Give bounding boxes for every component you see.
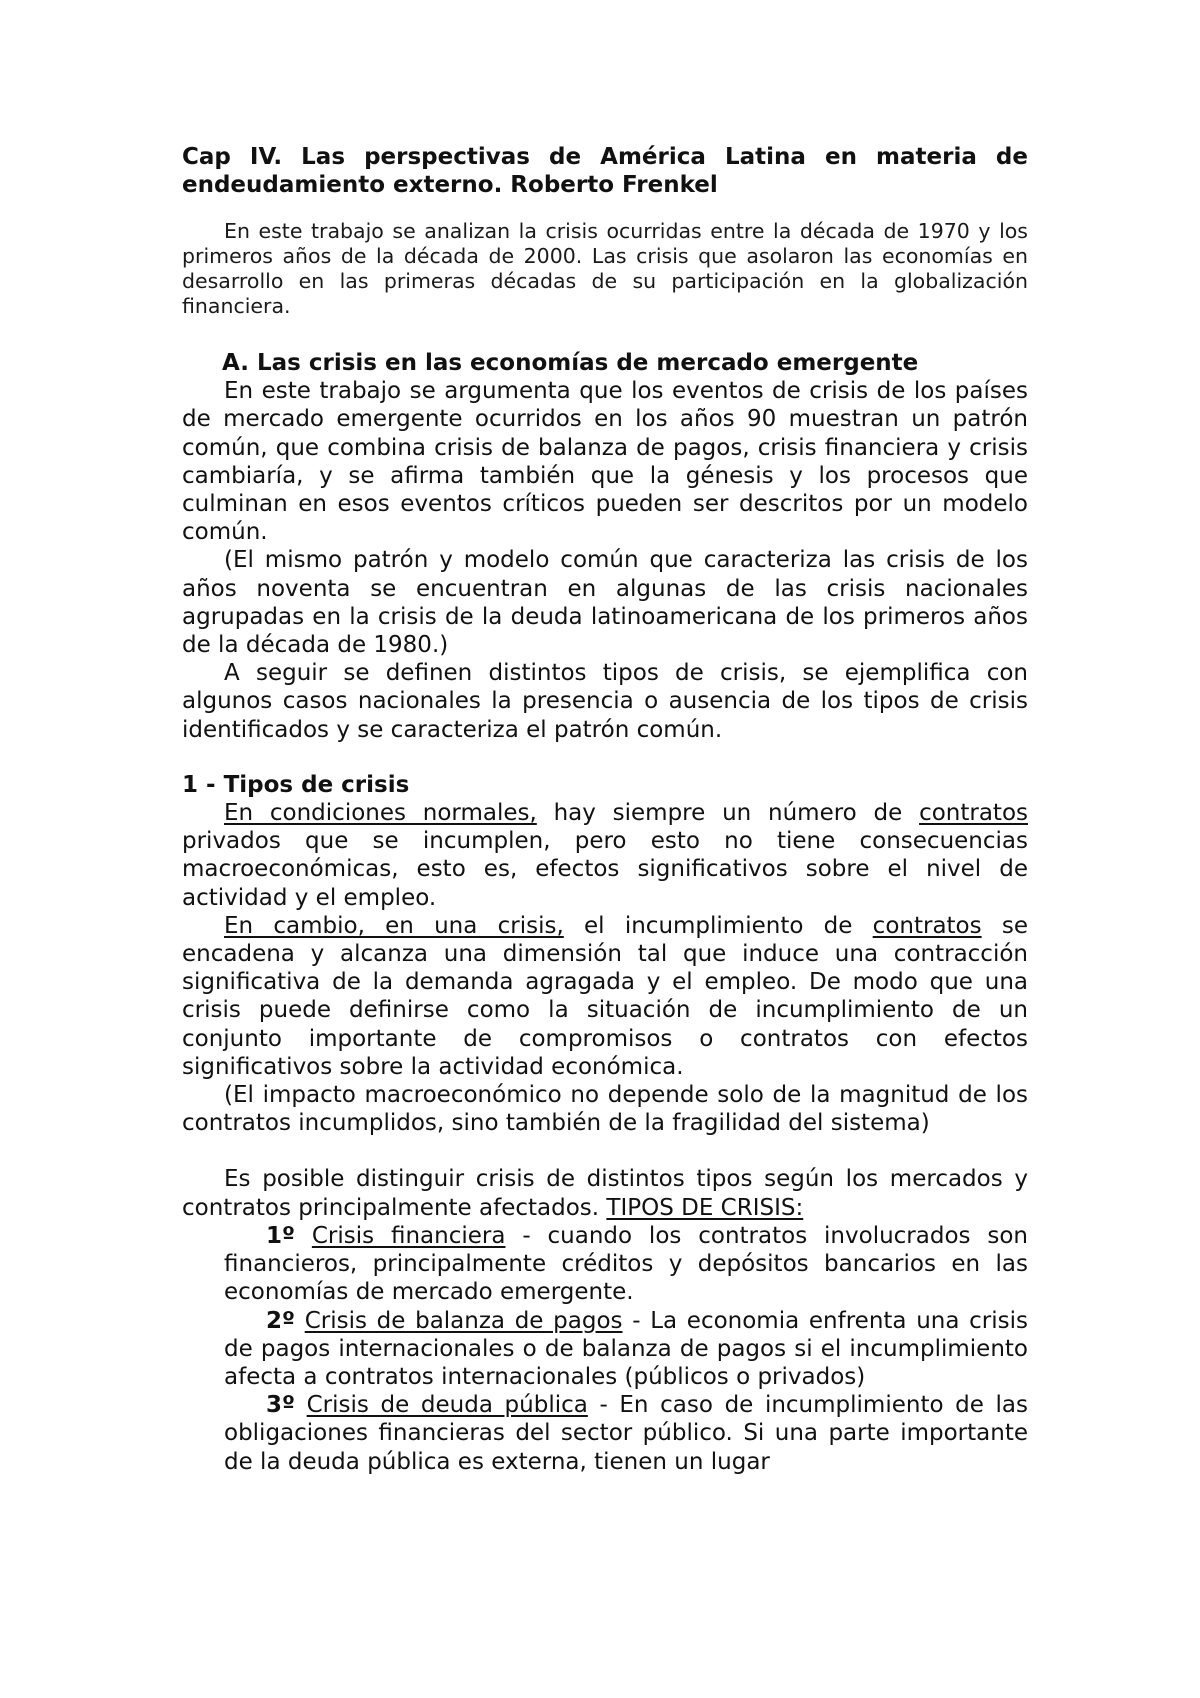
crisis-type-name: Crisis financiera	[311, 1222, 506, 1249]
paragraph-text: el incumplimiento de	[563, 912, 873, 939]
crisis-type-item	[224, 1391, 1028, 1476]
crisis-type-description: - La economia enfrenta una crisis de pagos internacionales o de balanza de pagos si el incumplimiento afecta a contratos internacionales (públicos o privados)	[224, 1307, 1028, 1390]
underlined-phrase: contratos	[872, 912, 982, 939]
underlined-phrase: contratos	[919, 800, 1028, 827]
section-a-heading: A. Las crisis en las economías de mercado emergente	[222, 350, 919, 376]
crisis-type-description: - cuando los contratos involucrados son financieros, principalmente créditos y depósitos bancarios en las economías de mercado emergente.	[224, 1222, 1029, 1306]
crisis-type-number: 2º	[266, 1307, 295, 1334]
paragraph-spacer	[182, 1137, 1028, 1165]
section-a-paragraph-1: En este trabajo se argumenta que los eventos de crisis de los países de mercado emergente ocurridos en los años 90 muestran un patrón común, que combina crisis de balanza de pagos, crisis financiera y crisis cambiaría, y se afirma también que la génesis y los procesos que culminan en esos eventos críticos pueden ser descritos por un modelo común.	[182, 378, 1028, 546]
paragraph-text: hay siempre un número de	[536, 800, 920, 827]
section-1-paragraph-3: (El impacto macroeconómico no depende solo de la magnitud de los contratos incumplidos, sino también de la fragilidad del sistema)	[182, 1082, 1028, 1137]
crisis-type-name: Crisis de balanza de pagos	[304, 1307, 623, 1334]
crisis-type-item	[224, 1222, 1028, 1307]
section-1-paragraph-1	[182, 799, 1028, 912]
paragraph-text: Es posible distinguir crisis de distintos tipos según los mercados y contratos principalmente afectados.	[182, 1166, 1028, 1221]
crisis-type-description: - En caso de incumplimiento de las obligaciones financieras del sector público. Si una parte importante de la deuda pública es externa, tienen un lugar	[224, 1392, 1029, 1475]
section-a-paragraph-3: A seguir se definen distintos tipos de crisis, se ejemplifica con algunos casos nacionales la presencia o ausencia de los tipos de crisis identificados y se caracteriza el patrón común.	[182, 660, 1028, 743]
document-content	[182, 143, 1028, 1476]
crisis-type-number: 3º	[266, 1392, 295, 1419]
section-a-paragraph-2: (El mismo patrón y modelo común que caracteriza las crisis de los años noventa se encuentran en algunas de las crisis nacionales agrupadas en la crisis de la deuda latinoamericana de los primeros años de la década de 1980.)	[182, 547, 1028, 659]
crisis-type-item	[224, 1307, 1028, 1392]
crisis-type-name: Crisis de deuda pública	[306, 1392, 588, 1419]
underlined-phrase: En cambio, en una crisis,	[224, 912, 564, 939]
paragraph-text: privados que se incumplen, pero esto no tiene consecuencias macroeconómicas, esto es, efectos significativos sobre el nivel de actividad y el empleo.	[182, 828, 1028, 911]
document-title: Cap IV. Las perspectivas de América Latina en materia de endeudamiento externo. Roberto Frenkel	[182, 144, 1028, 198]
section-1-paragraph-4	[182, 1165, 1028, 1221]
section-1-paragraph-2	[182, 912, 1028, 1081]
section-1-heading: 1 - Tipos de crisis	[182, 771, 410, 798]
paragraph-text: se encadena y alcanza una dimensión tal que induce una contracción significativa de la demanda agragada y el empleo. De modo que una crisis puede definirse como la situación de incumplimiento de un conjunto importante de compromisos o contratos con efectos significativos sobre la actividad económica.	[182, 912, 1028, 1080]
crisis-type-number: 1º	[266, 1222, 295, 1249]
document-body	[182, 349, 1028, 1476]
intro-paragraph: En este trabajo se analizan la crisis ocurridas entre la década de 1970 y los primeros años de la década de 2000. Las crisis que asolaron las economías en desarrollo en las primeras décadas de su participación en la globalización financiera.	[182, 219, 1028, 318]
underlined-phrase: En condiciones normales,	[224, 800, 537, 827]
types-label: TIPOS DE CRISIS:	[606, 1194, 804, 1221]
